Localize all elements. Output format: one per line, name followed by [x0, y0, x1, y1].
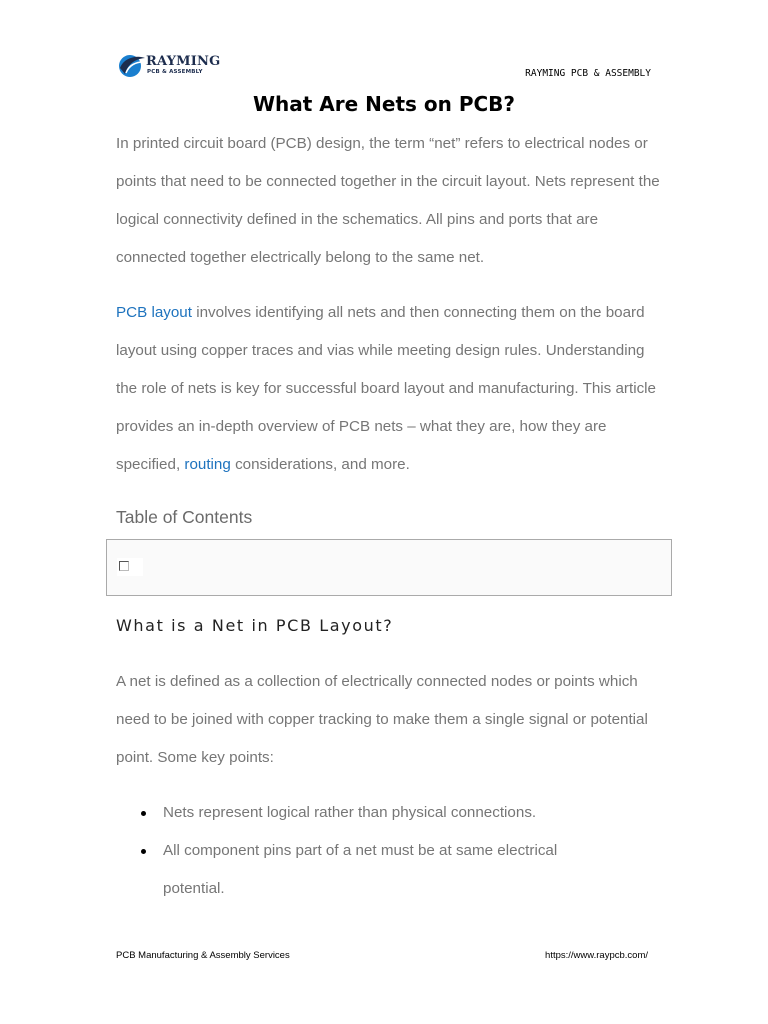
bullet-dot-icon — [141, 849, 146, 854]
article-title: What Are Nets on PCB? — [252, 92, 516, 116]
section-heading-net: What is a Net in PCB Layout? — [116, 616, 394, 635]
list-item — [116, 832, 616, 908]
key-points-list — [116, 794, 616, 908]
toc-box — [106, 539, 672, 596]
logo-subtitle: PCB & ASSEMBLY — [147, 69, 203, 75]
footer-services: PCB Manufacturing & Assembly Services — [116, 950, 290, 961]
layout-paragraph-text-2: considerations, and more. — [230, 456, 410, 473]
list-item-text: All component pins part of a net must be at same electrical potential. — [163, 842, 558, 897]
rayming-swoosh-icon — [116, 52, 146, 80]
net-definition-paragraph: A net is defined as a collection of electrically connected nodes or points which need to be joined with copper tracking to make them a single signal or potential point. Some key points: — [116, 673, 648, 766]
rayming-logo — [116, 52, 226, 80]
layout-paragraph — [116, 294, 664, 484]
pcb-layout-link[interactable]: PCB layout — [116, 304, 192, 321]
list-item — [116, 794, 616, 832]
routing-link[interactable]: routing — [184, 456, 231, 473]
intro-paragraph: In printed circuit board (PCB) design, the term “net” refers to electrical nodes or points that need to be connected together in the circuit layout. Nets represent the logical connectivity defined in the schematics. All pins and ports that are connected together electrically belong to the same net. — [116, 135, 660, 266]
list-item-text: Nets represent logical rather than physical connections. — [163, 804, 537, 821]
layout-paragraph-text-1: involves identifying all nets and then connecting them on the board layout using copper traces and vias while meeting design rules. Understanding the role of nets is key for successful board layout and manufacturing. This article provides an in-depth overview of PCB nets – what they are, how they are specified, — [116, 304, 656, 473]
footer-website-link[interactable]: https://www.raypcb.com/ — [545, 950, 648, 961]
toc-toggle-button[interactable] — [117, 558, 143, 576]
toc-heading: Table of Contents — [116, 507, 253, 527]
bullet-dot-icon — [141, 811, 146, 816]
toc-toggle-icon — [119, 561, 129, 571]
header-company-name: RAYMING PCB & ASSEMBLY — [525, 68, 651, 79]
logo-name: RAYMING — [146, 54, 221, 69]
